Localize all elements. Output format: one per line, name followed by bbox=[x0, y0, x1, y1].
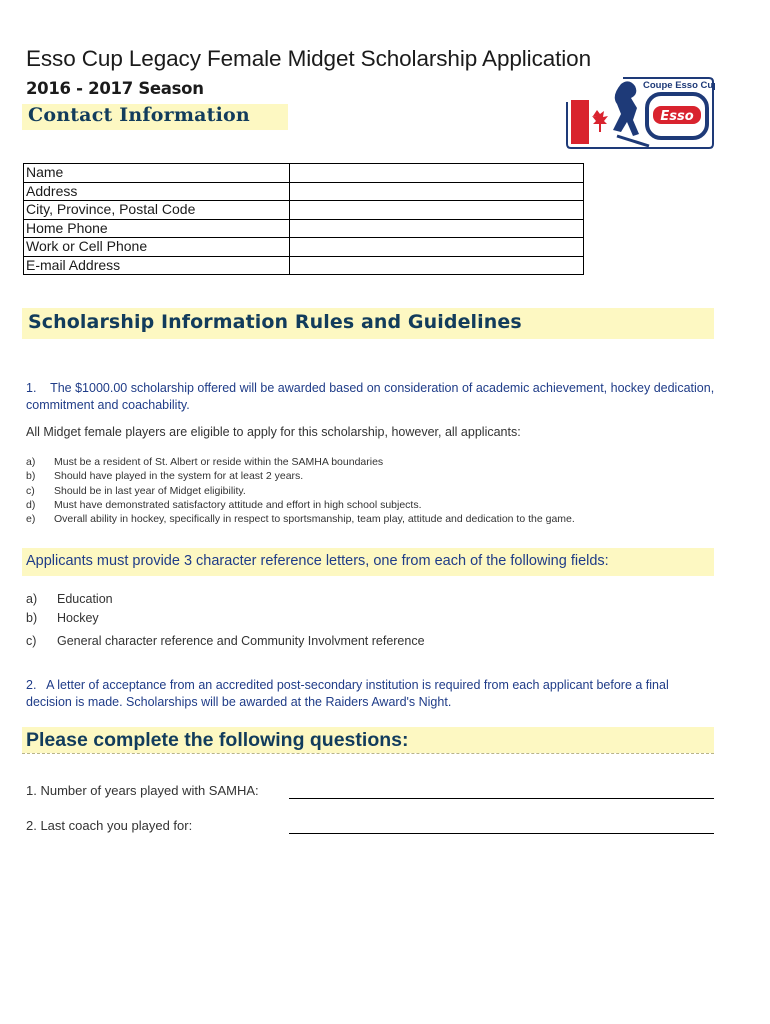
list-key: d) bbox=[26, 498, 36, 511]
requirements-list bbox=[26, 455, 575, 526]
table-row bbox=[24, 238, 584, 257]
table-row bbox=[24, 256, 584, 275]
email-field[interactable] bbox=[290, 256, 584, 275]
list-item bbox=[26, 498, 575, 512]
table-row bbox=[24, 182, 584, 201]
list-key: c) bbox=[26, 634, 37, 648]
list-key: c) bbox=[26, 484, 35, 497]
contact-label: City, Province, Postal Code bbox=[24, 201, 290, 220]
season-label: 2016 - 2017 Season bbox=[26, 79, 204, 98]
contact-label: E-mail Address bbox=[24, 256, 290, 275]
table-row bbox=[24, 201, 584, 220]
list-item bbox=[26, 611, 99, 625]
list-key: e) bbox=[26, 513, 36, 526]
list-text: Overall ability in hockey, specifically in respect to sportsmanship, team play, attitude and dedication to the game. bbox=[54, 513, 575, 526]
document-title: Esso Cup Legacy Female Midget Scholarship Application bbox=[26, 46, 592, 71]
contact-table bbox=[23, 163, 584, 275]
home-phone-field[interactable] bbox=[290, 219, 584, 238]
list-text: Should have played in the system for at least 2 years. bbox=[54, 470, 304, 483]
list-item bbox=[26, 634, 425, 648]
list-key: a) bbox=[26, 592, 38, 606]
list-item bbox=[26, 469, 575, 483]
contact-label: Work or Cell Phone bbox=[24, 238, 290, 257]
address-field[interactable] bbox=[290, 182, 584, 201]
list-text: Should be in last year of Midget eligibility. bbox=[54, 484, 246, 497]
references-heading: Applicants must provide 3 character reference letters, one from each of the following fields: bbox=[26, 553, 609, 569]
list-key: b) bbox=[26, 611, 38, 625]
list-text: General character reference and Community Involvment reference bbox=[57, 634, 425, 648]
work-cell-phone-field[interactable] bbox=[290, 238, 584, 257]
rule-2-text: 2. A letter of acceptance from an accredited post-secondary institution is required from each applicant before a final decision is made. Scholarships will be awarded at the Raiders Award's Night. bbox=[26, 678, 673, 709]
table-row bbox=[24, 164, 584, 183]
questions-divider bbox=[22, 753, 714, 754]
logo-brand: Esso bbox=[660, 109, 694, 124]
question-label: 1. Number of years played with SAMHA: bbox=[26, 783, 259, 798]
years-played-answer-line[interactable] bbox=[289, 798, 714, 799]
contact-heading: Contact Information bbox=[28, 104, 250, 126]
logo-caption: Coupe Esso Cup bbox=[643, 80, 715, 91]
list-text: Hockey bbox=[57, 611, 99, 625]
contact-label: Address bbox=[24, 182, 290, 201]
list-text: Must have demonstrated satisfactory attitude and effort in high school subjects. bbox=[54, 498, 422, 511]
esso-cup-logo bbox=[563, 72, 715, 150]
list-key: a) bbox=[26, 456, 36, 468]
question-label: 2. Last coach you played for: bbox=[26, 818, 193, 833]
table-row bbox=[24, 219, 584, 238]
contact-label: Name bbox=[24, 164, 290, 183]
rules-heading: Scholarship Information Rules and Guidelines bbox=[28, 311, 522, 333]
eligibility-intro: All Midget female players are eligible to apply for this scholarship, however, all applicants: bbox=[26, 425, 521, 439]
list-text: Must be a resident of St. Albert or reside within the SAMHA boundaries bbox=[54, 456, 384, 468]
name-field[interactable] bbox=[290, 164, 584, 183]
list-item bbox=[26, 592, 113, 606]
list-text: Education bbox=[57, 592, 113, 606]
last-coach-answer-line[interactable] bbox=[289, 833, 714, 834]
list-item bbox=[26, 455, 575, 469]
rule-1-text: 1. The $1000.00 scholarship offered will be awarded based on consideration of academic achievement, hockey dedication, commitment and coachability. bbox=[26, 381, 718, 412]
list-item bbox=[26, 484, 575, 498]
contact-label: Home Phone bbox=[24, 219, 290, 238]
list-item bbox=[26, 512, 575, 526]
questions-heading: Please complete the following questions: bbox=[26, 729, 409, 751]
list-key: b) bbox=[26, 470, 36, 483]
city-province-postal-field[interactable] bbox=[290, 201, 584, 220]
